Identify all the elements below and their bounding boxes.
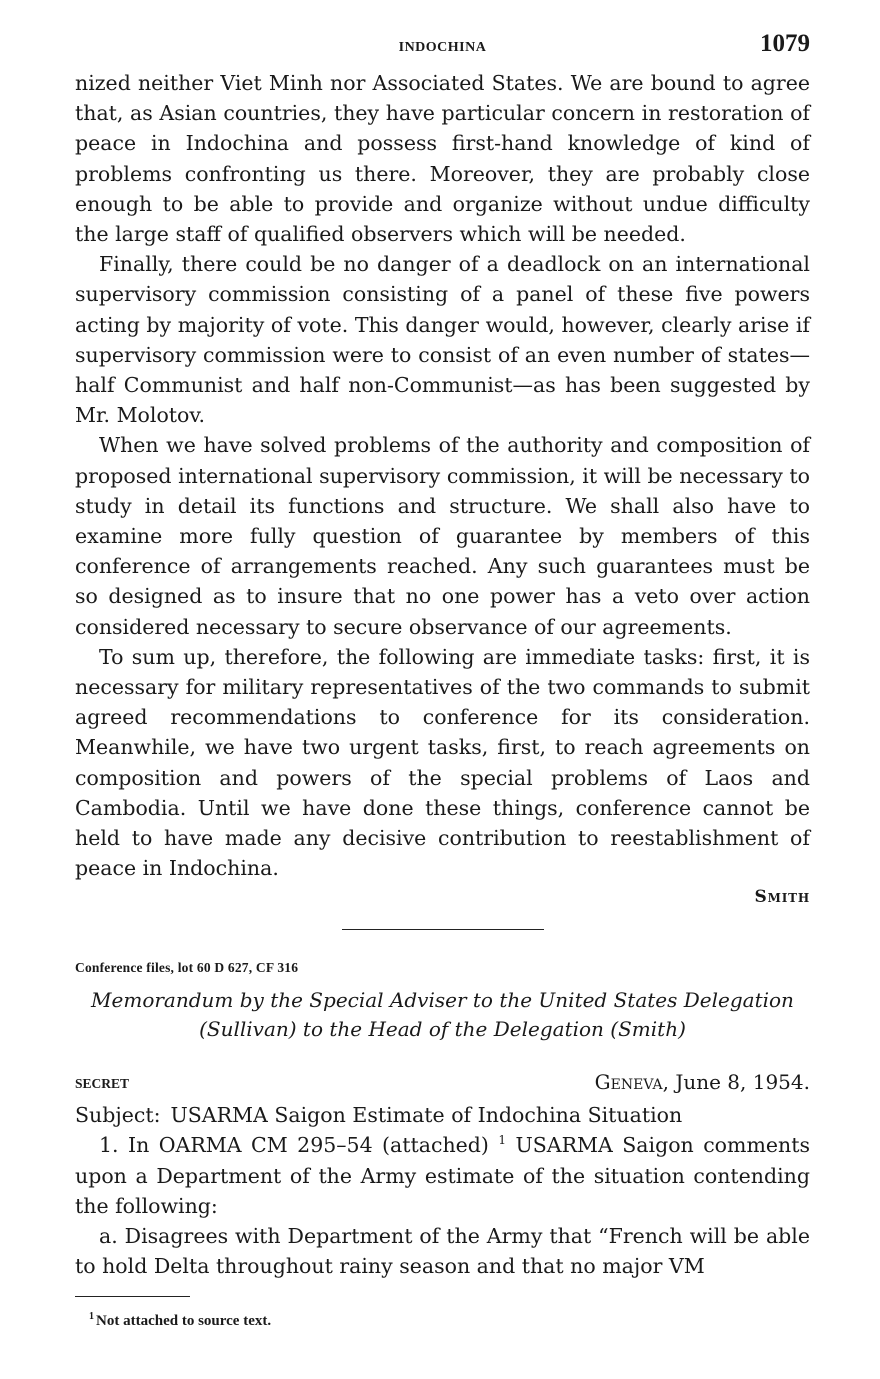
footnote-reference[interactable]: 1: [498, 1133, 507, 1148]
document-page: [75, 28, 810, 1330]
body-paragraph-4: To sum up, therefore, the following are immediate tasks: first, it is necessary for military representatives of the two commands to submit agreed recommendations to conference for its consideration. Meanwhile, we have two urgent tasks, first, to reach agreements on composition and powers of the special problems of Laos and Cambodia. Until we have done these things, conference cannot be held to have made any decisive contribution to reestablishment of peace in Indochina.: [75, 644, 810, 881]
memo-paragraph-1: [75, 1130, 810, 1221]
body-paragraph-2: Finally, there could be no danger of a deadlock on an international supervisory commission consisting of a panel of these five powers acting by majority of vote. This danger would, however, clearly arise if supervisory commission were to consist of an even number of states—half Communist and half non-Communist—as has been suggested by Mr. Molotov.: [75, 252, 810, 428]
date: , June 8, 1954.: [662, 1070, 810, 1095]
signature: Smith: [754, 887, 810, 908]
running-title: INDOCHINA: [398, 40, 487, 55]
memo-paragraph-1-start: 1. In OARMA CM 295–54 (attached): [99, 1133, 489, 1158]
memo-title: [75, 986, 810, 1044]
body-paragraph-3: When we have solved problems of the authority and composition of proposed international supervisory commission, it will be necessary to study in detail its functions and structure. We shall also have to examine more fully question of guarantee by members of this conference of arrangements reached. Any such guarantees must be so designed as to insure that no one power has a veto over action considered necessary to secure observance of our agreements.: [75, 433, 810, 639]
footnote: [75, 1310, 810, 1330]
footnote-divider: [75, 1296, 190, 1297]
memo-body: [75, 1130, 810, 1281]
place: Geneva: [594, 1070, 663, 1095]
memo-title-line-1: Memorandum by the Special Adviser to the United States Delegation: [91, 988, 794, 1013]
place-date: [595, 1070, 810, 1094]
memo-paragraph-1-end: USARMA Saigon comments upon a Department of the Army estimate of the situation contending the following:: [75, 1133, 810, 1218]
section-divider: [342, 929, 544, 930]
subject-label: Subject:: [75, 1103, 161, 1128]
dateline: [75, 1070, 810, 1100]
source-citation: Conference files, lot 60 D 627, CF 316: [75, 960, 299, 976]
memo-title-line-2: (Sullivan) to the Head of the Delegation (Smith): [199, 1017, 686, 1042]
page-number: 1079: [760, 30, 810, 57]
classification-marking: SECRET: [75, 1076, 130, 1092]
footnote-marker: 1: [89, 1310, 94, 1322]
memo-paragraph-2: a. Disagrees with Department of the Army that “French will be able to hold Delta throughout rainy season and that no major VM: [75, 1224, 810, 1279]
body-paragraph-1: nized neither Viet Minh nor Associated States. We are bound to agree that, as Asian countries, they have particular concern in restoration of peace in Indochina and possess first-hand knowledge of kind of problems confronting us there. Moreover, they are probably close enough to be able to provide and organize without undue difficulty the large staff of qualified observers which will be needed.: [75, 71, 810, 247]
telegram-body: [75, 68, 810, 883]
subject-line: [75, 1100, 810, 1130]
running-header: [75, 28, 810, 68]
subject-text: USARMA Saigon Estimate of Indochina Situation: [170, 1103, 683, 1128]
footnote-text: Not attached to source text.: [96, 1312, 272, 1329]
